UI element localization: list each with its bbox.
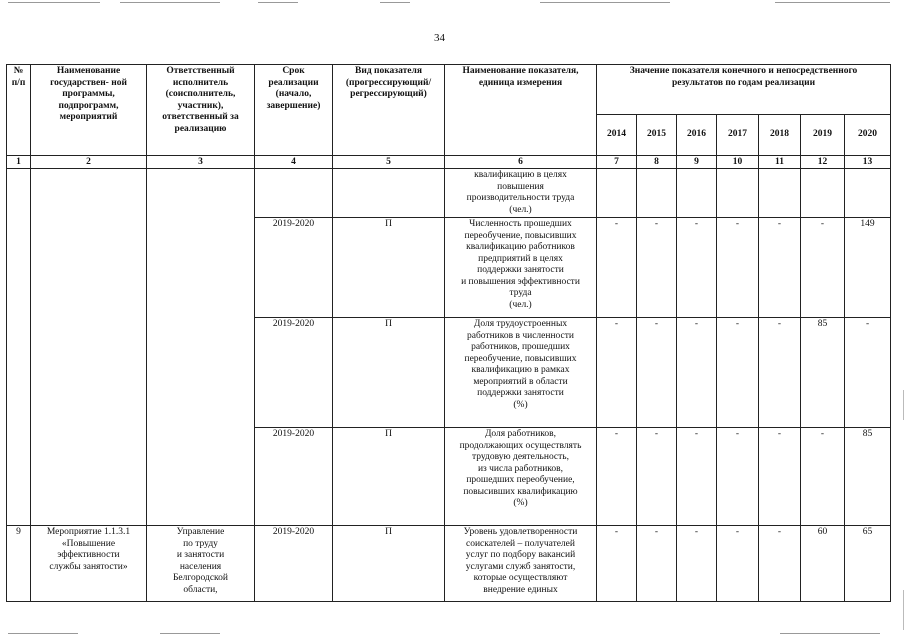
top-rule (540, 2, 670, 3)
indicator-name-cell: Численность прошедших переобучение, повысивших квалификацию работников предприятий в целях поддержки занятости и повышения эффективности труда (чел.) (445, 218, 597, 318)
value-cell: - (717, 318, 759, 428)
bottom-rule (160, 633, 220, 634)
indicator-name-cell: квалификацию в целях повышения производительности труда (чел.) (445, 169, 597, 218)
value-cell: - (759, 218, 801, 318)
indicator-name-cell: Уровень удовлетворенности соискателей – получателей услуг по подбору вакансий услугами служб занятости, которые осуществляют внедрение единых (445, 526, 597, 602)
bottom-rule (780, 633, 880, 634)
responsible-cell: Управление по труду и занятости населения Белгородской области, (147, 526, 255, 602)
header-year: 2020 (845, 114, 891, 155)
value-cell: - (845, 318, 891, 428)
term-cell: 2019-2020 (255, 318, 333, 428)
column-number: 10 (717, 156, 759, 169)
row-number-cell (7, 169, 31, 526)
table-row (7, 169, 891, 218)
value-cell: - (677, 526, 717, 602)
header-name: Наименование государствен- ной программы, подпрограмм, мероприятий (31, 65, 147, 156)
header-year: 2017 (717, 114, 759, 155)
value-cell: - (637, 428, 677, 526)
top-rule (775, 2, 890, 3)
value-cell (759, 169, 801, 218)
term-cell: 2019-2020 (255, 428, 333, 526)
header-indicator-type: Вид показателя (прогрессирующий/ регрессирующий) (333, 65, 445, 156)
value-cell: - (637, 318, 677, 428)
side-mark (903, 390, 904, 420)
value-cell: 85 (801, 318, 845, 428)
value-cell: - (759, 318, 801, 428)
value-cell: - (801, 428, 845, 526)
row-number-cell: 9 (7, 526, 31, 602)
header-year: 2016 (677, 114, 717, 155)
column-number: 1 (7, 156, 31, 169)
program-name-cell (31, 169, 147, 526)
term-cell: 2019-2020 (255, 526, 333, 602)
column-number: 3 (147, 156, 255, 169)
value-cell: 65 (845, 526, 891, 602)
column-number: 5 (333, 156, 445, 169)
indicator-type-cell: П (333, 428, 445, 526)
value-cell: 149 (845, 218, 891, 318)
value-cell: - (677, 318, 717, 428)
top-rule (380, 2, 410, 3)
value-cell: 60 (801, 526, 845, 602)
value-cell (637, 169, 677, 218)
indicator-type-cell (333, 169, 445, 218)
column-number-row (7, 156, 891, 169)
value-cell: - (717, 526, 759, 602)
column-number: 11 (759, 156, 801, 169)
indicator-type-cell: П (333, 526, 445, 602)
term-cell: 2019-2020 (255, 218, 333, 318)
column-number: 2 (31, 156, 147, 169)
top-rule (8, 2, 100, 3)
value-cell: - (677, 428, 717, 526)
header-year: 2014 (597, 114, 637, 155)
value-cell: - (597, 428, 637, 526)
value-cell (801, 169, 845, 218)
column-number: 6 (445, 156, 597, 169)
column-number: 13 (845, 156, 891, 169)
value-cell (717, 169, 759, 218)
term-cell (255, 169, 333, 218)
value-cell: - (717, 428, 759, 526)
value-cell: - (637, 218, 677, 318)
column-number: 12 (801, 156, 845, 169)
top-rule (258, 2, 298, 3)
column-number: 9 (677, 156, 717, 169)
value-cell: - (759, 428, 801, 526)
column-number: 4 (255, 156, 333, 169)
column-number: 8 (637, 156, 677, 169)
value-cell: - (597, 526, 637, 602)
value-cell: 85 (845, 428, 891, 526)
value-cell: - (637, 526, 677, 602)
value-cell: - (801, 218, 845, 318)
value-cell: - (597, 218, 637, 318)
header-row (7, 65, 891, 115)
header-values-group: Значение показателя конечного и непосредственного результатов по годам реализации (597, 65, 891, 115)
top-rule (120, 2, 220, 3)
header-responsible: Ответственный исполнитель (соисполнитель, участник), ответственный за реализацию (147, 65, 255, 156)
program-name-cell: Мероприятие 1.1.3.1 «Повышение эффективности службы занятости» (31, 526, 147, 602)
indicator-type-cell: П (333, 218, 445, 318)
table-row (7, 526, 891, 602)
indicator-name-cell: Доля работников, продолжающих осуществлять трудовую деятельность, из числа работников, прошедших переобучение, повысивших квалификацию (%) (445, 428, 597, 526)
indicator-name-cell: Доля трудоустроенных работников в численности работников, прошедших переобучение, повысивших квалификацию в рамках мероприятий в области поддержки занятости (%) (445, 318, 597, 428)
header-year: 2018 (759, 114, 801, 155)
value-cell (677, 169, 717, 218)
side-mark (903, 590, 904, 630)
value-cell: - (677, 218, 717, 318)
header-no: № п/п (7, 65, 31, 156)
responsible-cell (147, 169, 255, 526)
header-year: 2015 (637, 114, 677, 155)
header-year: 2019 (801, 114, 845, 155)
header-term: Срок реализации (начало, завершение) (255, 65, 333, 156)
value-cell: - (717, 218, 759, 318)
value-cell (597, 169, 637, 218)
header-indicator-name: Наименование показателя, единица измерения (445, 65, 597, 156)
indicator-type-cell: П (333, 318, 445, 428)
page-number: 34 (434, 32, 445, 44)
value-cell (845, 169, 891, 218)
value-cell: - (759, 526, 801, 602)
results-table (6, 64, 891, 602)
value-cell: - (597, 318, 637, 428)
column-number: 7 (597, 156, 637, 169)
bottom-rule (8, 633, 78, 634)
